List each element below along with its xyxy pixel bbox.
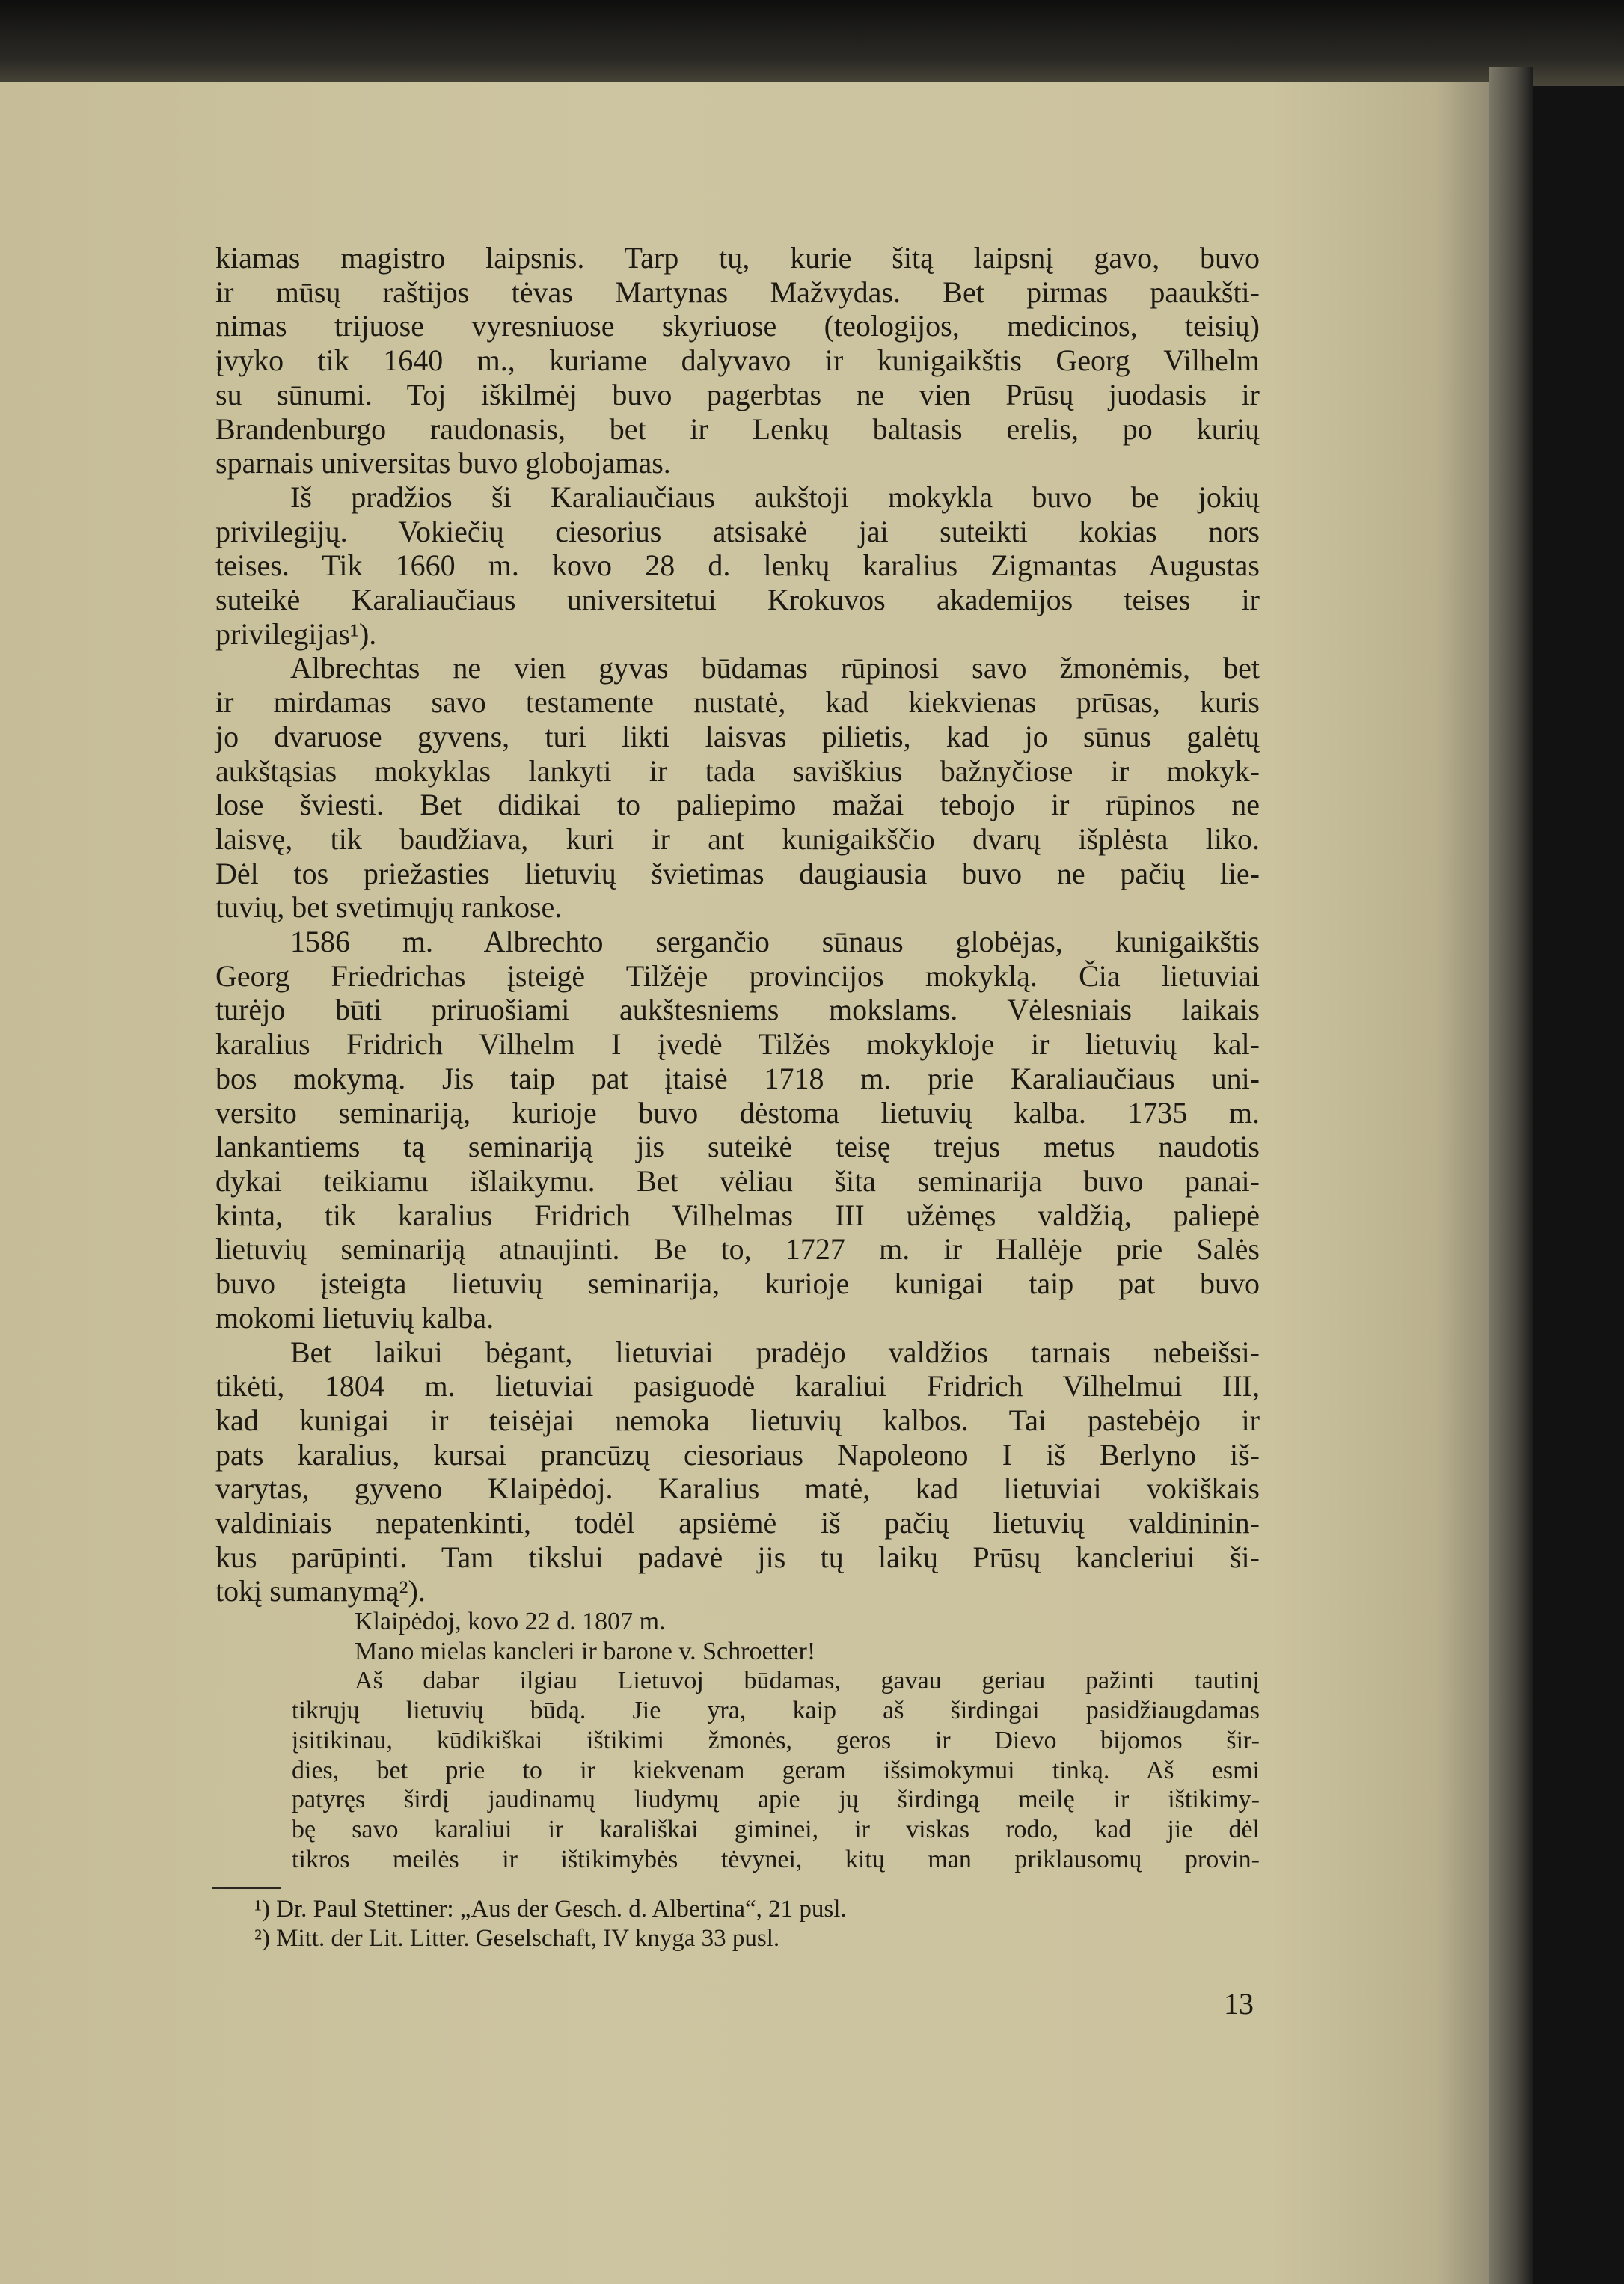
text-line: lankantiems tą seminariją jis suteikė teisę trejus metus naudotis <box>215 1130 1260 1164</box>
text-line: bos mokymą. Jis taip pat įtaisė 1718 m. prie Karaliaučiaus uni- <box>215 1061 1260 1095</box>
text-line: kinta, tik karalius Fridrich Vilhelmas III užėmęs valdžią, paliepė <box>215 1198 1260 1232</box>
text-line: Bet laikui bėgant, lietuviai pradėjo valdžios tarnais nebeišsi- <box>290 1335 1260 1369</box>
text-line: privilegijų. Vokiečių ciesorius atsisakė jai suteikti kokias nors <box>215 514 1260 548</box>
text-line: versito seminariją, kurioje buvo dėstoma lietuvių kalba. 1735 m. <box>215 1095 1260 1130</box>
page-number: 13 <box>1224 1987 1254 2021</box>
text-line: aukštąsias mokyklas lankyti ir tada saviškius bažnyčiose ir mokyk- <box>215 753 1260 788</box>
text-line: kad kunigai ir teisėjai nemoka lietuvių kalbos. Tai pastebėjo ir <box>215 1403 1260 1437</box>
text-line: tokį sumanymą²). <box>215 1574 426 1608</box>
text-line: lietuvių seminariją atnaujinti. Be to, 1727 m. ir Hallėje prie Salės <box>215 1232 1260 1267</box>
text-line: sparnais universitas buvo globojamas. <box>215 446 671 480</box>
text-line: tikėti, 1804 m. lietuviai pasiguodė karaliui Fridrich Vilhelmui III, <box>215 1369 1260 1403</box>
body-text <box>215 241 1260 1608</box>
text-line: Iš pradžios ši Karaliaučiaus aukštoji mokykla buvo be jokių <box>290 480 1260 514</box>
text-line: bę savo karaliui ir karališkai giminei, ir viskas rodo, kad jie dėl <box>292 1815 1260 1843</box>
text-line: kus parūpinti. Tam tikslui padavė jis tų laikų Prūsų kancleriui ši- <box>215 1540 1260 1574</box>
text-line: tikros meilės ir ištikimybės tėvynei, kitų man priklausomų provin- <box>292 1845 1260 1873</box>
text-line: ir mirdamas savo testamente nustatė, kad kiekvienas prūsas, kuris <box>215 685 1260 720</box>
text-line: Dėl tos priežasties lietuvių švietimas daugiausia buvo ne pačių lie- <box>215 856 1260 890</box>
text-line: Mano mielas kancleri ir barone v. Schroetter! <box>355 1637 816 1665</box>
text-line: buvo įsteigta lietuvių seminarija, kurioje kunigai taip pat buvo <box>215 1267 1260 1301</box>
text-line: nimas trijuose vyresniuose skyriuose (teologijos, medicinos, teisių) <box>215 309 1260 343</box>
text-line: pats karalius, kursai prancūzų ciesoriaus Napoleono I iš Berlyno iš- <box>215 1437 1260 1472</box>
text-line: valdiniais nepatenkinti, todėl apsiėmė iš pačių lietuvių valdininin- <box>215 1506 1260 1540</box>
text-line: suteikė Karaliaučiaus universitetui Krokuvos akademijos teises ir <box>215 583 1260 617</box>
text-line: įsitikinau, kūdikiškai ištikimi žmonės, geros ir Dievo bijomos šir- <box>292 1726 1260 1754</box>
text-line: privilegijas¹). <box>215 616 377 651</box>
text-line: Klaipėdoj, kovo 22 d. 1807 m. <box>355 1608 666 1635</box>
text-line: kiamas magistro laipsnis. Tarp tų, kurie šitą laipsnį gavo, buvo <box>215 241 1260 275</box>
text-line: Aš dabar ilgiau Lietuvoj būdamas, gavau geriau pažinti tautinį <box>355 1667 1260 1695</box>
text-line: karalius Fridrich Vilhelm I įvedė Tilžės mokykloje ir lietuvių kal- <box>215 1027 1260 1062</box>
text-line: dykai teikiamu išlaikymu. Bet vėliau šita seminarija buvo panai- <box>215 1163 1260 1198</box>
quoted-letter <box>292 1607 1260 1874</box>
text-line: teises. Tik 1660 m. kovo 28 d. lenkų karalius Zigmantas Augustas <box>215 548 1260 583</box>
text-line: tikrųjų lietuvių būdą. Jie yra, kaip aš širdingai pasidžiaugdamas <box>292 1697 1260 1725</box>
text-line: Brandenburgo raudonasis, bet ir Lenkų baltasis erelis, po kurių <box>215 411 1260 446</box>
text-line: Albrechtas ne vien gyvas būdamas rūpinosi savo žmonėmis, bet <box>290 651 1260 685</box>
text-line: su sūnumi. Toj iškilmėj buvo pagerbtas ne vien Prūsų juodasis ir <box>215 377 1260 411</box>
text-line: Georg Friedrichas įsteigė Tilžėje provincijos mokyklą. Čia lietuviai <box>215 958 1260 993</box>
scan-top-edge <box>0 0 1624 86</box>
footnote-1: ¹) Dr. Paul Stettiner: „Aus der Gesch. d. Albertina“, 21 pusl. <box>254 1896 847 1923</box>
book-binding-edge <box>1489 67 1533 2284</box>
text-line: dies, bet prie to ir kiekvenam geram išsimokymui tinką. Aš esmi <box>292 1756 1260 1784</box>
text-line: mokomi lietuvių kalba. <box>215 1300 494 1335</box>
text-line: laisvę, tik baudžiava, kuri ir ant kunigaikščio dvarų išplėsta liko. <box>215 821 1260 856</box>
text-line: jo dvaruose gyvens, turi likti laisvas pilietis, kad jo sūnus galėtų <box>215 719 1260 753</box>
text-line: varytas, gyveno Klaipėdoj. Karalius matė, kad lietuviai vokiškais <box>215 1472 1260 1506</box>
footnotes <box>254 1895 847 1953</box>
footnote-separator <box>212 1887 281 1889</box>
text-line: 1586 m. Albrechto sergančio sūnaus globėjas, kunigaikštis <box>290 925 1260 959</box>
text-line: ir mūsų raštijos tėvas Martynas Mažvydas. Bet pirmas paaukšti- <box>215 275 1260 309</box>
text-line: lose šviesti. Bet didikai to paliepimo mažai tebojo ir rūpinos ne <box>215 788 1260 822</box>
text-line: įvyko tik 1640 m., kuriame dalyvavo ir kunigaikštis Georg Vilhelm <box>215 343 1260 378</box>
text-line: patyręs širdį jaudinamų liudymų apie jų širdingą meilę ir ištikimy- <box>292 1786 1260 1814</box>
text-line: tuvių, bet svetimųjų rankose. <box>215 890 563 925</box>
footnote-2: ²) Mitt. der Lit. Litter. Geselschaft, IV knyga 33 pusl. <box>254 1925 780 1952</box>
text-line: turėjo būti priruošiami aukštesniems mokslams. Vėlesniais laikais <box>215 993 1260 1027</box>
